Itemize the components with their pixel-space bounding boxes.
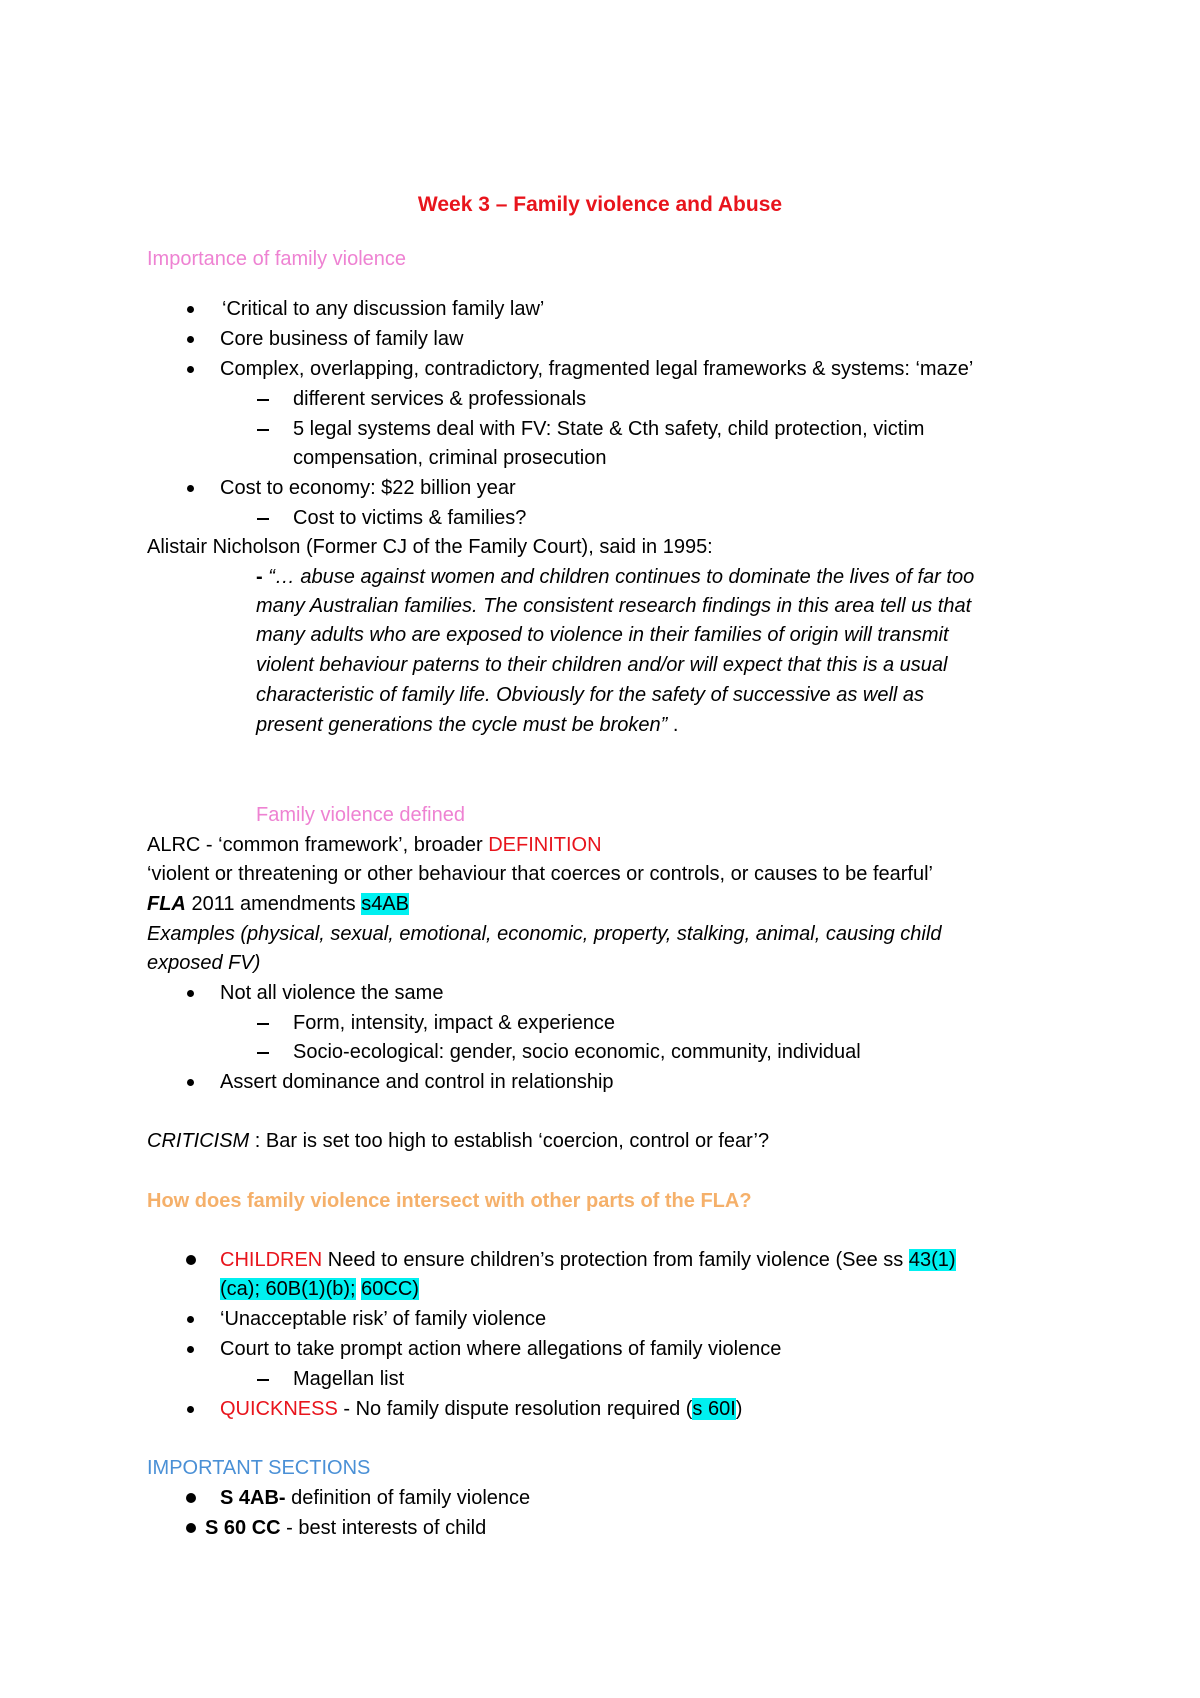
children-label: CHILDREN	[220, 1249, 323, 1271]
list-item: ‘Unacceptable risk’ of family violence	[220, 1308, 547, 1330]
dash-icon	[257, 1052, 269, 1054]
quote-line: characteristic of family life. Obviously for the safety of successive as well as	[256, 684, 925, 706]
section-reference: 60CC)	[361, 1278, 419, 1300]
section-reference: s4AB	[361, 893, 409, 915]
bullet-icon	[187, 366, 194, 373]
section-reference: 43(1)	[908, 1249, 956, 1271]
bullet-icon	[187, 306, 194, 313]
list-item-continuation	[220, 1275, 419, 1303]
section-heading-importance: Importance of family violence	[147, 248, 407, 270]
section-number: S 60 CC	[205, 1517, 281, 1539]
quote-line: many adults who are exposed to violence in their families of origin will transmit	[256, 624, 949, 646]
criticism-text: : Bar is set too high to establish ‘coercion, control or fear’?	[249, 1130, 770, 1152]
definition-quote: ‘violent or threatening or other behaviour that coerces or controls, or causes to be fearful’	[147, 863, 933, 885]
alrc-line	[147, 831, 602, 859]
list-subitem: 5 legal systems deal with FV: State & Cth safety, child protection, victim	[293, 418, 925, 440]
section-number: S 4AB-	[220, 1487, 286, 1509]
list-item	[220, 1395, 742, 1423]
list-subitem: Form, intensity, impact & experience	[293, 1012, 615, 1034]
bullet-icon	[186, 1523, 196, 1533]
quickness-text: - No family dispute resolution required (	[337, 1398, 693, 1420]
list-item: Assert dominance and control in relationship	[220, 1071, 614, 1093]
fla-abbrev: FLA	[147, 893, 186, 915]
list-item	[205, 1514, 486, 1542]
quote-text: present generations the cycle must be broken”	[256, 714, 668, 736]
quote-text: “… abuse against women and children continues to dominate the lives of far too	[268, 566, 975, 588]
list-item: Court to take prompt action where allegations of family violence	[220, 1338, 782, 1360]
dash-icon	[257, 518, 269, 520]
definition-label: DEFINITION	[488, 834, 602, 856]
section-reference: s 60I	[692, 1398, 736, 1420]
dash-icon	[257, 399, 269, 401]
alrc-text: ALRC - ‘common framework’, broader	[147, 834, 489, 856]
list-item: Core business of family law	[220, 328, 464, 350]
quote-dash: -	[256, 566, 269, 588]
children-text: Need to ensure children’s protection from family violence (See ss	[322, 1249, 909, 1271]
quote-line	[256, 711, 678, 739]
dash-icon	[257, 429, 269, 431]
list-item: Cost to economy: $22 billion year	[220, 477, 516, 499]
list-item: Not all violence the same	[220, 982, 444, 1004]
bullet-icon	[187, 990, 194, 997]
fla-text: 2011 amendments	[185, 893, 362, 915]
bullet-icon	[187, 336, 194, 343]
bullet-icon	[187, 1406, 194, 1413]
list-item: Complex, overlapping, contradictory, fragmented legal frameworks & systems: ‘maze’	[220, 358, 974, 380]
section-reference: (ca); 60B(1)(b);	[220, 1278, 356, 1300]
criticism-line	[147, 1127, 769, 1155]
quote-end: .	[667, 714, 679, 736]
quote-line: violent behaviour paterns to their children and/or will expect that this is a usual	[256, 654, 948, 676]
list-item	[220, 1246, 956, 1274]
section-description: - best interests of child	[280, 1517, 487, 1539]
dash-icon	[257, 1023, 269, 1025]
bullet-icon	[187, 1346, 194, 1353]
section-heading-defined: Family violence defined	[256, 804, 465, 826]
bullet-icon	[187, 485, 194, 492]
bullet-icon	[186, 1493, 196, 1503]
list-subitem: Socio-ecological: gender, socio economic, community, individual	[293, 1041, 861, 1063]
quickness-label: QUICKNESS	[220, 1398, 338, 1420]
dash-icon	[257, 1379, 269, 1381]
bullet-icon	[186, 1255, 196, 1265]
examples-line: exposed FV)	[147, 952, 261, 974]
quote-line: many Australian families. The consistent research findings in this area tell us that	[256, 595, 972, 617]
list-subitem: Cost to victims & families?	[293, 507, 527, 529]
quote-line	[256, 563, 974, 591]
list-item	[220, 1484, 530, 1512]
page-title: Week 3 – Family violence and Abuse	[417, 193, 783, 216]
section-heading-important: IMPORTANT SECTIONS	[147, 1457, 371, 1479]
nicholson-attribution: Alistair Nicholson (Former CJ of the Family Court), said in 1995:	[147, 536, 713, 558]
list-item: ‘Critical to any discussion family law’	[222, 298, 545, 320]
bullet-icon	[187, 1316, 194, 1323]
criticism-label: CRITICISM	[147, 1130, 250, 1152]
quickness-end: )	[735, 1398, 743, 1420]
list-subitem: Magellan list	[293, 1368, 405, 1390]
fla-line	[147, 890, 409, 918]
list-subitem: different services & professionals	[293, 388, 587, 410]
examples-line: Examples (physical, sexual, emotional, economic, property, stalking, animal, causing child	[147, 923, 942, 945]
list-subitem-continuation: compensation, criminal prosecution	[293, 447, 607, 469]
section-description: definition of family violence	[285, 1487, 531, 1509]
bullet-icon	[187, 1079, 194, 1086]
section-heading-intersect: How does family violence intersect with other parts of the FLA?	[147, 1190, 752, 1212]
